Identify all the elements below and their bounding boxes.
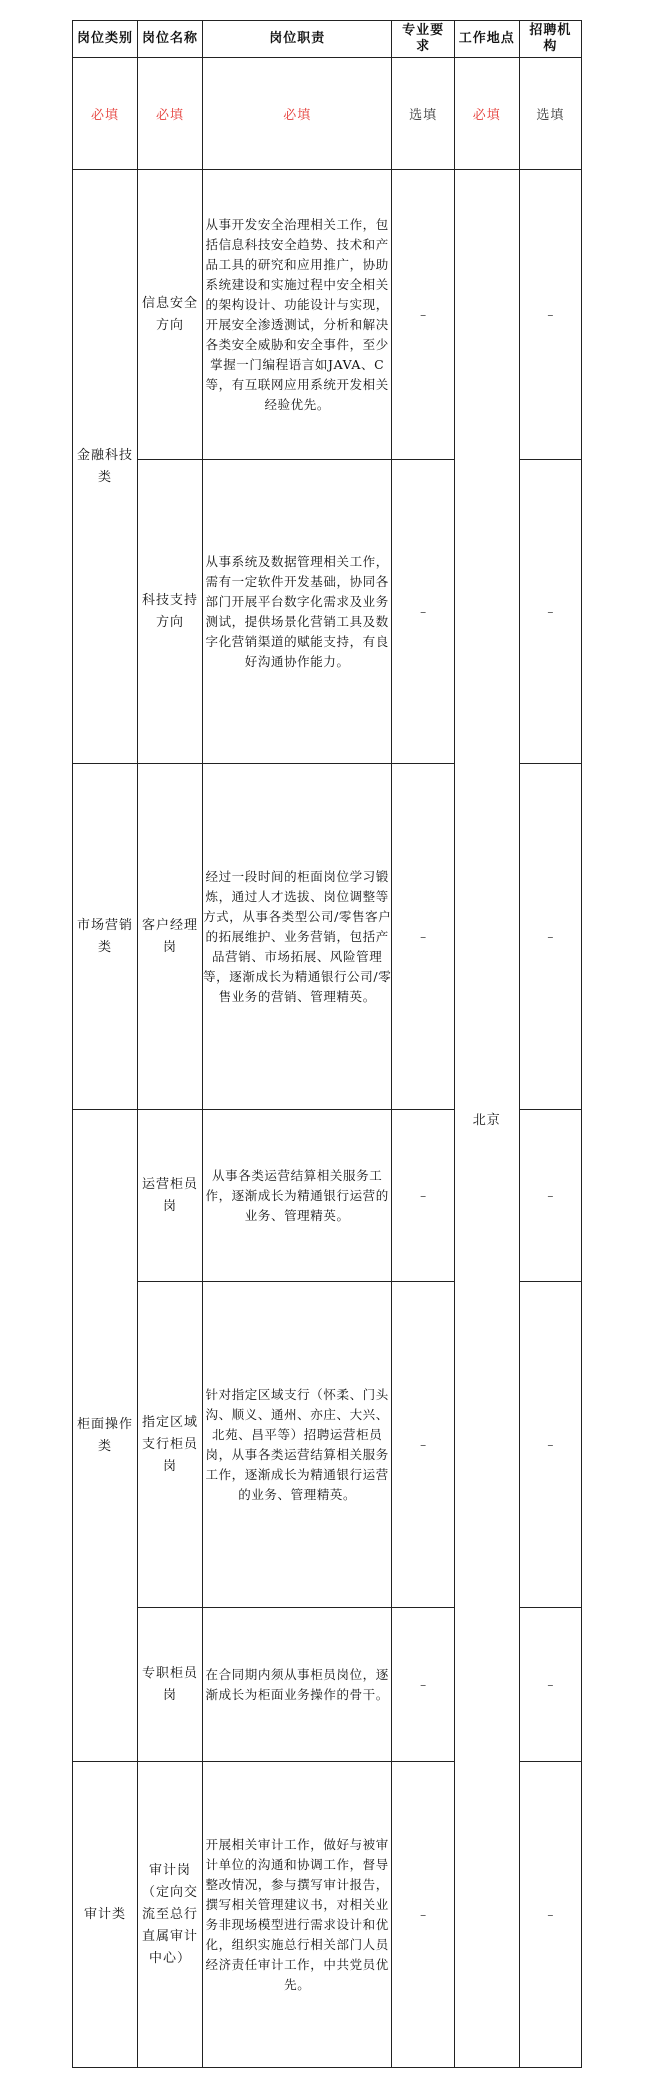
position-duty: 从事各类运营结算相关服务工作，逐渐成长为精通银行运营的业务、管理精英。 [202,1110,392,1282]
org-cell: – [519,170,581,460]
org-cell: – [519,764,581,1110]
org-cell: – [519,1110,581,1282]
header-duty: 岗位职责 [202,21,392,58]
position-duty: 从事开发安全治理相关工作，包括信息科技安全趋势、技术和产品工具的研究和应用推广，协助系统建设和实施过程中安全相关的架构设计、功能设计与实现，开展安全渗透测试，分析和解决各类安全威胁和安全事件，至少掌握一门编程语言如JAVA、C等，有互联网应用系统开发相关经验优先。 [202,170,392,460]
header-major: 专业要求 [392,21,454,58]
major-cell: – [392,1282,454,1608]
org-cell: – [519,1282,581,1608]
category-cell: 金融科技类 [73,170,138,764]
position-name: 客户经理岗 [137,764,202,1110]
major-cell: – [392,460,454,764]
major-cell: – [392,764,454,1110]
fill-duty: 必填 [202,58,392,170]
org-cell: – [519,1762,581,2068]
recruitment-table [72,20,582,2068]
category-cell: 审计类 [73,1762,138,2068]
org-cell: – [519,460,581,764]
major-cell: – [392,1110,454,1282]
fill-major: 选填 [392,58,454,170]
fill-location: 必填 [454,58,519,170]
header-category: 岗位类别 [73,21,138,58]
position-name: 指定区域支行柜员岗 [137,1282,202,1608]
header-location: 工作地点 [454,21,519,58]
fill-org: 选填 [519,58,581,170]
position-name: 审计岗（定向交流至总行直属审计中心） [137,1762,202,2068]
fill-category: 必填 [73,58,138,170]
major-cell: – [392,170,454,460]
category-cell: 市场营销类 [73,764,138,1110]
position-name: 信息安全方向 [137,170,202,460]
position-duty: 在合同期内须从事柜员岗位，逐渐成长为柜面业务操作的骨干。 [202,1608,392,1762]
position-name: 科技支持方向 [137,460,202,764]
header-org: 招聘机构 [519,21,581,58]
fill-name: 必填 [137,58,202,170]
org-cell: – [519,1608,581,1762]
major-cell: – [392,1762,454,2068]
location-cell: 北京 [454,170,519,2068]
fill-requirement-row [73,58,582,170]
position-duty: 针对指定区域支行（怀柔、门头沟、顺义、通州、亦庄、大兴、北苑、昌平等）招聘运营柜员岗，从事各类运营结算相关服务工作，逐渐成长为精通银行运营的业务、管理精英。 [202,1282,392,1608]
position-duty: 开展相关审计工作，做好与被审计单位的沟通和协调工作，督导整改情况，参与撰写审计报告，撰写相关管理建议书，对相关业务非现场模型进行需求设计和优化，组织实施总行相关部门人员经济责任审计工作，中共党员优先。 [202,1762,392,2068]
header-name: 岗位名称 [137,21,202,58]
category-cell: 柜面操作类 [73,1110,138,1762]
header-row [73,21,582,58]
major-cell: – [392,1608,454,1762]
position-duty: 经过一段时间的柜面岗位学习锻炼，通过人才选拔、岗位调整等方式，从事各类型公司/零售客户的拓展维护、业务营销，包括产品营销、市场拓展、风险管理等，逐渐成长为精通银行公司/零售业务的营销、管理精英。 [202,764,392,1110]
table-row [73,170,582,460]
position-name: 运营柜员岗 [137,1110,202,1282]
position-name: 专职柜员岗 [137,1608,202,1762]
position-duty: 从事系统及数据管理相关工作，需有一定软件开发基础，协同各部门开展平台数字化需求及业务测试，提供场景化营销工具及数字化营销渠道的赋能支持，有良好沟通协作能力。 [202,460,392,764]
